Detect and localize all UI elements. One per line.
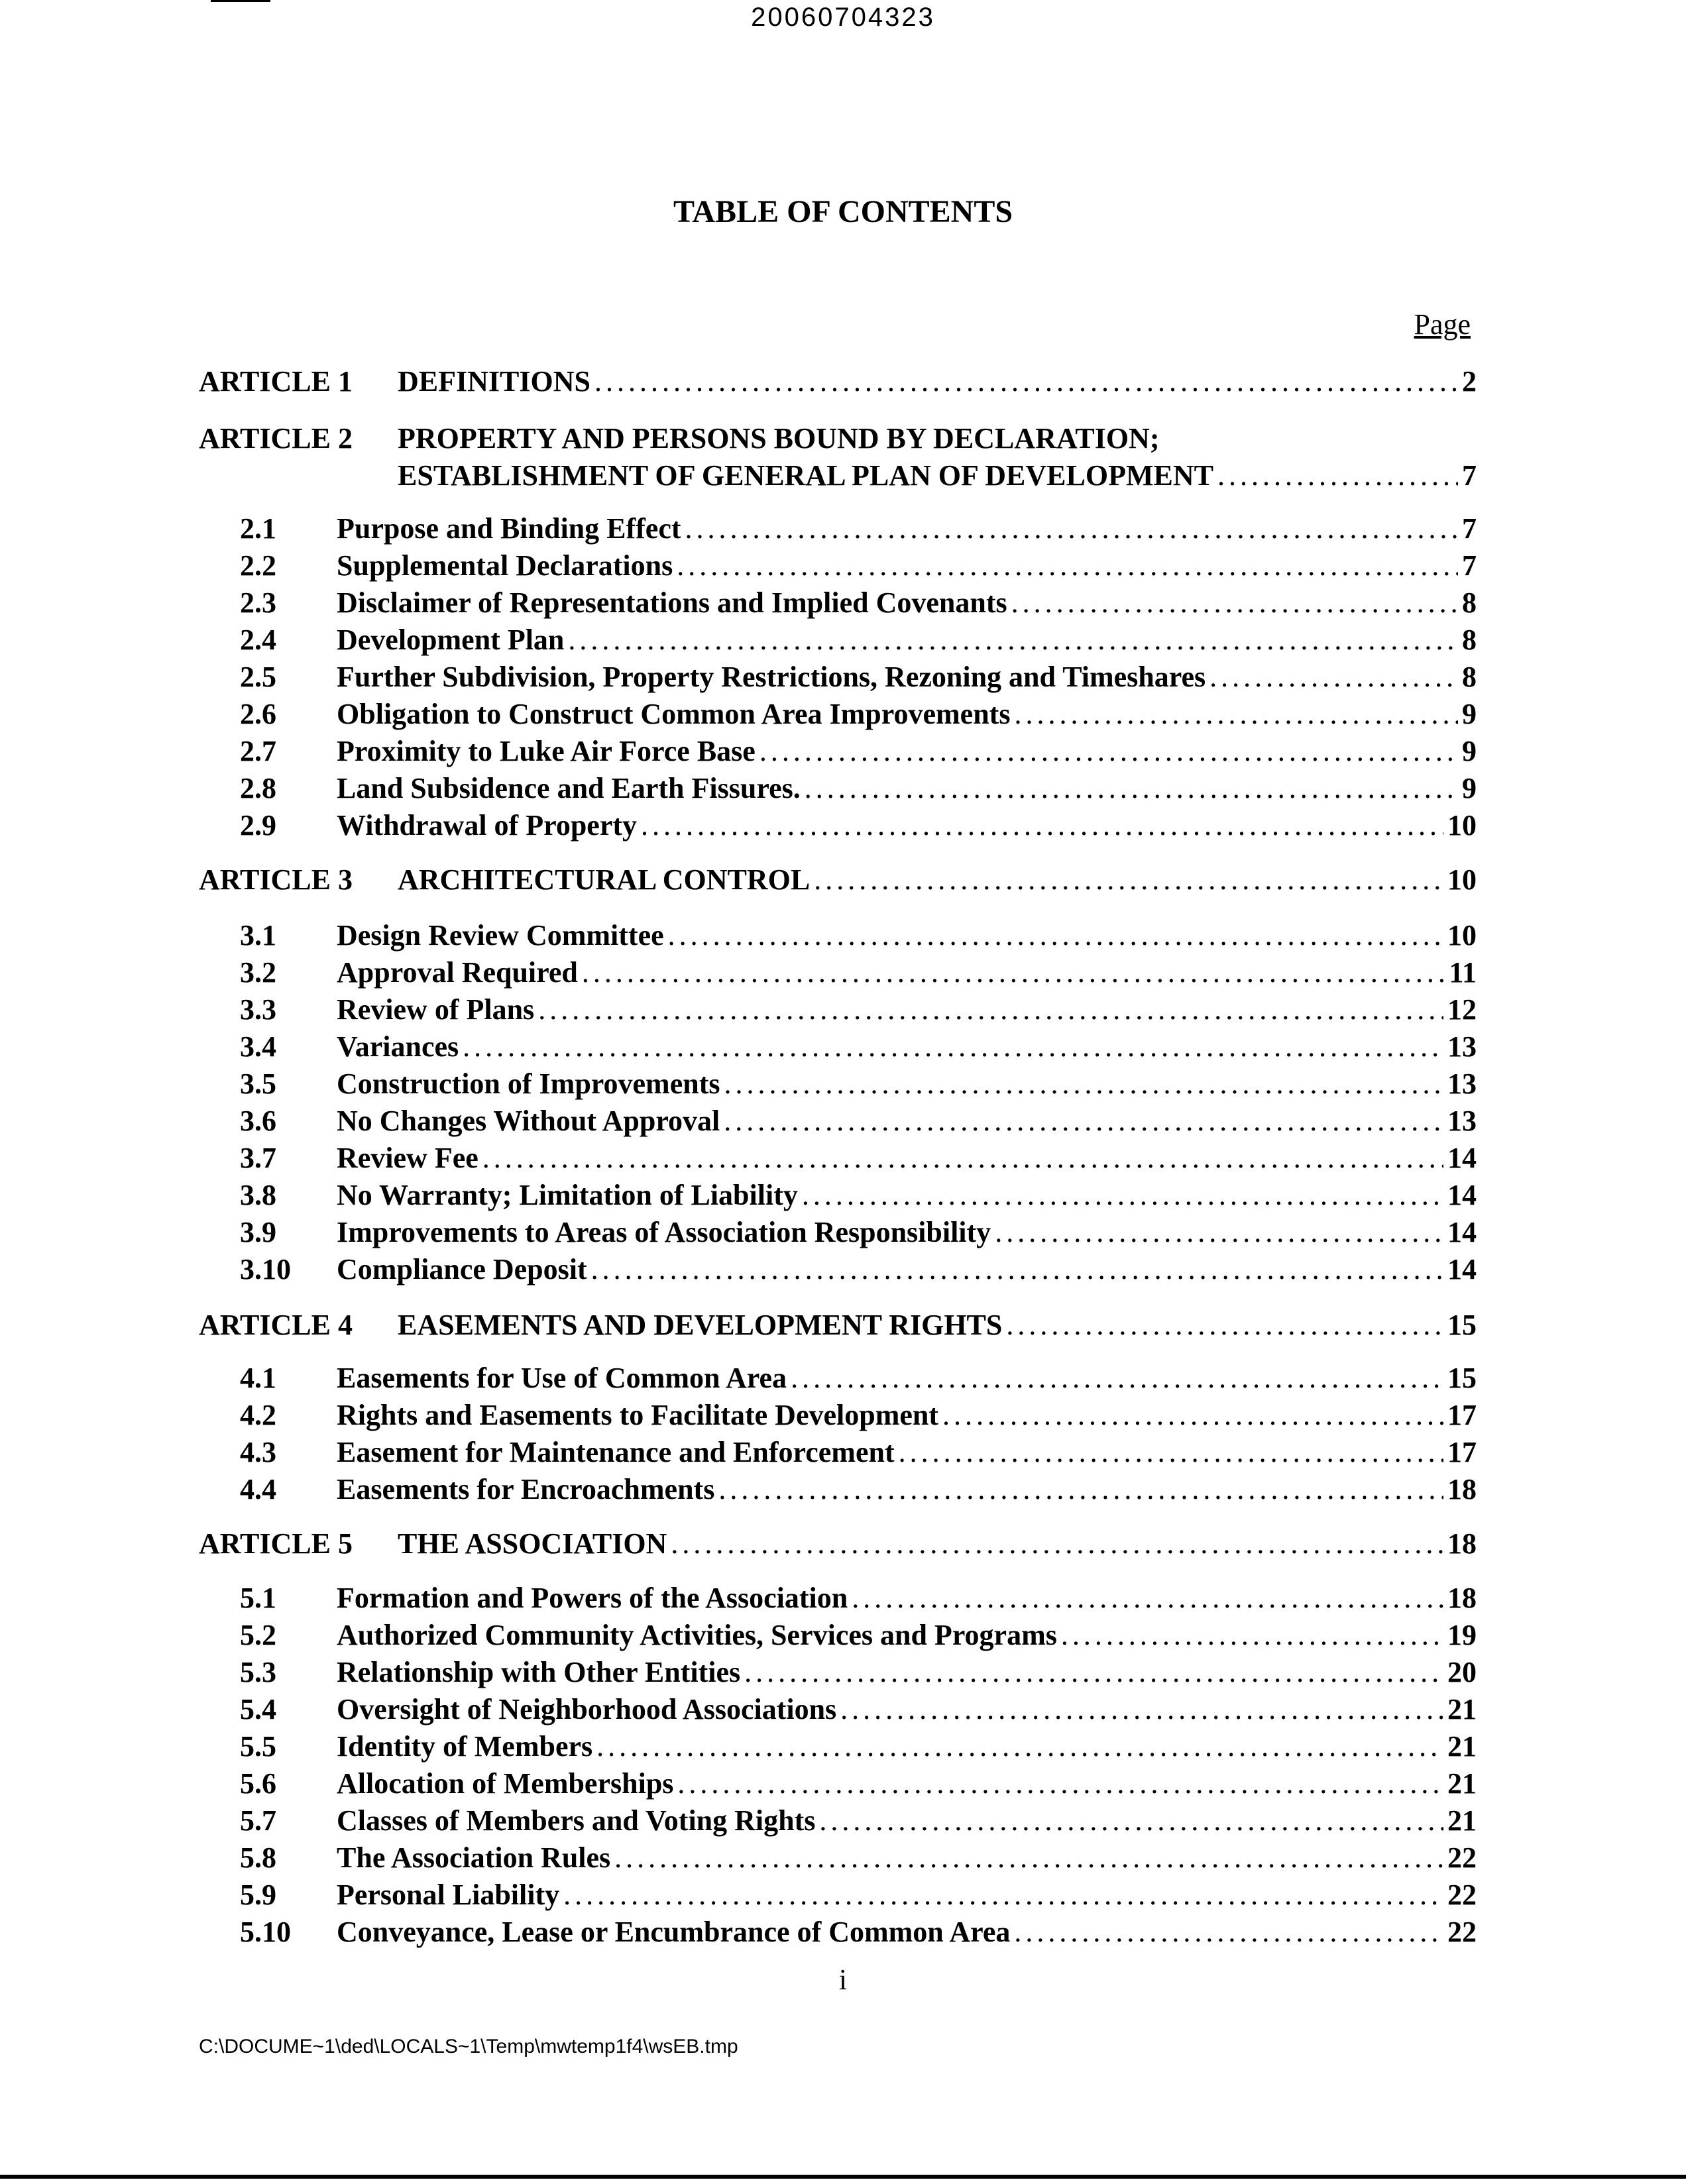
toc-section-row xyxy=(199,1691,1477,1728)
toc-page-number: 18 xyxy=(1447,1527,1477,1560)
toc-section-row xyxy=(199,1802,1477,1839)
toc-page-number: 15 xyxy=(1447,1309,1477,1341)
toc-section-title: Purpose and Binding Effect xyxy=(337,512,681,545)
toc-page-number: 22 xyxy=(1447,1916,1477,1948)
toc-section-row xyxy=(199,1028,1477,1065)
leader-dots xyxy=(724,1103,1443,1140)
toc-section-number: 5.7 xyxy=(240,1804,276,1837)
toc-section-number: 3.7 xyxy=(240,1142,276,1174)
toc-article-number: ARTICLE 5 xyxy=(199,1527,353,1560)
toc-page-number: 14 xyxy=(1447,1179,1477,1211)
toc-section-number: 2.4 xyxy=(240,624,276,656)
toc-section-row xyxy=(199,1103,1477,1140)
toc-section-row xyxy=(199,991,1477,1028)
toc-page-number: 7 xyxy=(1462,459,1477,492)
toc-article-number: ARTICLE 3 xyxy=(199,863,353,896)
leader-dots xyxy=(899,1434,1443,1471)
toc-page-number: 9 xyxy=(1462,735,1477,767)
toc-section-row xyxy=(199,1877,1477,1914)
toc-section-row xyxy=(199,1728,1477,1765)
toc-section-row xyxy=(199,1580,1477,1617)
leader-dots xyxy=(591,1251,1443,1288)
toc-article-title: ARCHITECTURAL CONTROL xyxy=(398,863,811,896)
toc-page-number: 11 xyxy=(1449,956,1477,989)
toc-page-number: 14 xyxy=(1447,1142,1477,1174)
toc-section-title: Formation and Powers of the Association xyxy=(337,1582,848,1614)
leader-dots xyxy=(995,1214,1443,1251)
toc-section-number: 5.6 xyxy=(240,1767,276,1800)
toc-section-number: 3.10 xyxy=(240,1253,291,1285)
toc-section-title: Land Subsidence and Earth Fissures. xyxy=(337,772,801,804)
toc-section-number: 2.9 xyxy=(240,809,276,842)
toc-section-title: Disclaimer of Representations and Implied Covenants xyxy=(337,586,1007,619)
toc-section-row xyxy=(199,1654,1477,1691)
toc-section-title: Variances xyxy=(337,1030,459,1063)
toc-article-number: ARTICLE 1 xyxy=(199,365,353,398)
toc-page-number: 13 xyxy=(1447,1067,1477,1100)
toc-page-number: 17 xyxy=(1447,1436,1477,1468)
toc-section-number: 3.6 xyxy=(240,1105,276,1137)
toc-page-number: 10 xyxy=(1447,809,1477,842)
leader-dots xyxy=(1217,457,1458,494)
toc-section-number: 2.6 xyxy=(240,698,276,730)
toc-page-number: 19 xyxy=(1447,1619,1477,1651)
toc-section-row xyxy=(199,1765,1477,1802)
toc-article-title: DEFINITIONS xyxy=(398,365,590,398)
toc-section-row xyxy=(199,696,1477,733)
toc-section-title: Allocation of Memberships xyxy=(337,1767,674,1800)
toc-page-number: 10 xyxy=(1447,863,1477,896)
toc-page-number: 8 xyxy=(1462,661,1477,693)
toc-section-row xyxy=(199,547,1477,584)
toc-section-number: 3.4 xyxy=(240,1030,276,1063)
toc-article-title: EASEMENTS AND DEVELOPMENT RIGHTS xyxy=(398,1309,1003,1341)
leader-dots xyxy=(671,1525,1443,1562)
leader-dots xyxy=(641,807,1443,844)
leader-dots xyxy=(1061,1617,1443,1654)
leader-dots xyxy=(596,1728,1443,1765)
toc-section-row xyxy=(199,1360,1477,1397)
leader-dots xyxy=(1011,584,1458,622)
toc-section-row xyxy=(199,1177,1477,1214)
toc-section-title: Compliance Deposit xyxy=(337,1253,587,1285)
toc-section-title: Easement for Maintenance and Enforcement xyxy=(337,1436,895,1468)
leader-dots xyxy=(759,733,1458,770)
toc-section-row xyxy=(199,1471,1477,1508)
toc-article-row xyxy=(199,861,1477,899)
leader-dots xyxy=(744,1654,1443,1691)
toc-article-row xyxy=(199,1525,1477,1562)
toc-section-number: 5.10 xyxy=(240,1916,291,1948)
toc-section-title: No Changes Without Approval xyxy=(337,1105,720,1137)
toc-section-title: The Association Rules xyxy=(337,1841,611,1874)
toc-article-row xyxy=(199,1307,1477,1344)
leader-dots xyxy=(582,954,1445,991)
toc-section-row xyxy=(199,584,1477,622)
toc-page-number: 8 xyxy=(1462,586,1477,619)
toc-section-row xyxy=(199,917,1477,954)
toc-section-title: Design Review Committee xyxy=(337,919,664,952)
toc-section-number: 4.4 xyxy=(240,1473,276,1505)
leader-dots xyxy=(805,770,1458,807)
toc-section-number: 5.8 xyxy=(240,1841,276,1874)
toc-section-number: 3.2 xyxy=(240,956,276,989)
toc-section-row xyxy=(199,1065,1477,1103)
toc-section-number: 2.5 xyxy=(240,661,276,693)
leader-dots xyxy=(724,1065,1444,1103)
toc-section-number: 3.1 xyxy=(240,919,276,952)
toc-section-title: Obligation to Construct Common Area Improvements xyxy=(337,698,1011,730)
toc-page-number: 21 xyxy=(1447,1693,1477,1725)
leader-dots xyxy=(1209,659,1458,696)
toc-page-number: 18 xyxy=(1447,1582,1477,1614)
leader-dots xyxy=(614,1839,1443,1877)
toc-section-title: Oversight of Neighborhood Associations xyxy=(337,1693,837,1725)
toc-section-number: 2.3 xyxy=(240,586,276,619)
toc-section-title: Withdrawal of Property xyxy=(337,809,637,842)
toc-page-number: 7 xyxy=(1462,549,1477,582)
page-title: TABLE OF CONTENTS xyxy=(673,194,1013,229)
toc-section-title: Further Subdivision, Property Restrictions, Rezoning and Timeshares xyxy=(337,661,1206,693)
leader-dots xyxy=(942,1397,1443,1434)
toc-section-number: 5.2 xyxy=(240,1619,276,1651)
toc-section-title: Development Plan xyxy=(337,624,565,656)
toc-section-number: 5.5 xyxy=(240,1730,276,1763)
leader-dots xyxy=(568,622,1458,659)
toc-section-number: 3.5 xyxy=(240,1067,276,1100)
bottom-rule xyxy=(0,2175,1686,2179)
toc-section-number: 3.9 xyxy=(240,1216,276,1248)
leader-dots xyxy=(814,861,1443,899)
toc-page-number: 14 xyxy=(1447,1253,1477,1285)
toc-section-title: Supplemental Declarations xyxy=(337,549,673,582)
leader-dots xyxy=(791,1360,1443,1397)
toc-section-title: Easements for Encroachments xyxy=(337,1473,715,1505)
toc-page-number: 9 xyxy=(1462,772,1477,804)
toc-section-number: 3.8 xyxy=(240,1179,276,1211)
leader-dots xyxy=(840,1691,1443,1728)
toc-section-number: 5.1 xyxy=(240,1582,276,1614)
toc-section-row xyxy=(199,1617,1477,1654)
toc-article-row xyxy=(199,363,1477,400)
leader-dots xyxy=(685,510,1458,547)
leader-dots xyxy=(677,1765,1443,1802)
toc-section-title: Personal Liability xyxy=(337,1879,560,1911)
leader-dots xyxy=(563,1877,1443,1914)
leader-dots xyxy=(1006,1307,1443,1344)
toc-page-number: 21 xyxy=(1447,1804,1477,1837)
toc-page-number: 14 xyxy=(1447,1216,1477,1248)
toc-article-number: ARTICLE 2 xyxy=(199,422,353,455)
toc-section-title: Classes of Members and Voting Rights xyxy=(337,1804,816,1837)
toc-section-title: Review of Plans xyxy=(337,993,535,1026)
toc-page-number: 22 xyxy=(1447,1879,1477,1911)
toc-section-row xyxy=(199,1397,1477,1434)
leader-dots xyxy=(594,363,1458,400)
leader-dots xyxy=(852,1580,1443,1617)
toc-section-row xyxy=(199,1839,1477,1877)
page-column-header: Page xyxy=(1414,308,1471,341)
toc-section-row xyxy=(199,1434,1477,1471)
toc-section-number: 3.3 xyxy=(240,993,276,1026)
toc-article-title: THE ASSOCIATION xyxy=(398,1527,667,1560)
leader-dots xyxy=(1014,696,1458,733)
toc-section-row xyxy=(199,807,1477,844)
toc-section-row xyxy=(199,733,1477,770)
toc-section-row xyxy=(199,1140,1477,1177)
toc-section-number: 5.4 xyxy=(240,1693,276,1725)
leader-dots xyxy=(718,1471,1443,1508)
toc-page-number: 17 xyxy=(1447,1399,1477,1431)
toc-section-title: Construction of Improvements xyxy=(337,1067,720,1100)
document-number: 20060704323 xyxy=(751,3,935,32)
leader-dots xyxy=(668,917,1443,954)
footer-file-path: C:\DOCUME~1\ded\LOCALS~1\Temp\mwtemp1f4\wsEB.tmp xyxy=(199,2036,738,2057)
toc-section-row xyxy=(199,1914,1477,1951)
toc-page-number: 12 xyxy=(1447,993,1477,1026)
toc-section-title: Proximity to Luke Air Force Base xyxy=(337,735,756,767)
leader-dots xyxy=(463,1028,1443,1065)
toc-section-number: 2.1 xyxy=(240,512,276,545)
toc-page-number: 8 xyxy=(1462,624,1477,656)
toc-page-number: 13 xyxy=(1447,1030,1477,1063)
leader-dots xyxy=(538,991,1443,1028)
toc-page-number: 7 xyxy=(1462,512,1477,545)
toc-section-title: Conveyance, Lease or Encumbrance of Common Area xyxy=(337,1916,1011,1948)
toc-section-title: No Warranty; Limitation of Liability xyxy=(337,1179,798,1211)
toc-section-title: Easements for Use of Common Area xyxy=(337,1362,787,1394)
leader-dots xyxy=(819,1802,1443,1839)
toc-article-row-continued xyxy=(199,457,1477,494)
toc-section-number: 2.2 xyxy=(240,549,276,582)
toc-section-row xyxy=(199,1251,1477,1288)
toc-page-number: 13 xyxy=(1447,1105,1477,1137)
leader-dots xyxy=(1014,1914,1443,1951)
toc-page-number: 18 xyxy=(1447,1473,1477,1505)
toc-section-number: 2.7 xyxy=(240,735,276,767)
toc-section-number: 4.3 xyxy=(240,1436,276,1468)
leader-dots xyxy=(677,547,1458,584)
toc-section-title: Relationship with Other Entities xyxy=(337,1656,741,1688)
toc-article-title: ESTABLISHMENT OF GENERAL PLAN OF DEVELOPMENT xyxy=(398,459,1213,492)
toc-section-number: 2.8 xyxy=(240,772,276,804)
toc-page-number: 21 xyxy=(1447,1730,1477,1763)
toc-article-title-line1: PROPERTY AND PERSONS BOUND BY DECLARATION; xyxy=(398,422,1160,455)
toc-article-number: ARTICLE 4 xyxy=(199,1309,353,1341)
leader-dots xyxy=(482,1140,1443,1177)
toc-page-number: 20 xyxy=(1447,1656,1477,1688)
toc-page-number: 9 xyxy=(1462,698,1477,730)
leader-dots xyxy=(802,1177,1443,1214)
page-number: i xyxy=(838,1963,848,1996)
toc-page-number: 22 xyxy=(1447,1841,1477,1874)
toc-article-row xyxy=(199,420,1477,457)
toc-section-title: Approval Required xyxy=(337,956,578,989)
toc-section-number: 5.9 xyxy=(240,1879,276,1911)
toc-section-number: 5.3 xyxy=(240,1656,276,1688)
toc-page-number: 21 xyxy=(1447,1767,1477,1800)
toc-section-title: Identity of Members xyxy=(337,1730,593,1763)
toc-section-row xyxy=(199,1214,1477,1251)
toc-section-row xyxy=(199,622,1477,659)
toc-section-row xyxy=(199,659,1477,696)
toc-section-title: Rights and Easements to Facilitate Development xyxy=(337,1399,939,1431)
toc-page-number: 2 xyxy=(1462,365,1477,398)
toc-section-title: Review Fee xyxy=(337,1142,478,1174)
toc-section-title: Authorized Community Activities, Services and Programs xyxy=(337,1619,1057,1651)
toc-section-number: 4.1 xyxy=(240,1362,276,1394)
toc-section-number: 4.2 xyxy=(240,1399,276,1431)
toc-section-row xyxy=(199,770,1477,807)
toc-page-number: 15 xyxy=(1447,1362,1477,1394)
toc-section-row xyxy=(199,510,1477,547)
toc-section-title: Improvements to Areas of Association Responsibility xyxy=(337,1216,991,1248)
toc-section-row xyxy=(199,954,1477,991)
toc-page-number: 10 xyxy=(1447,919,1477,952)
